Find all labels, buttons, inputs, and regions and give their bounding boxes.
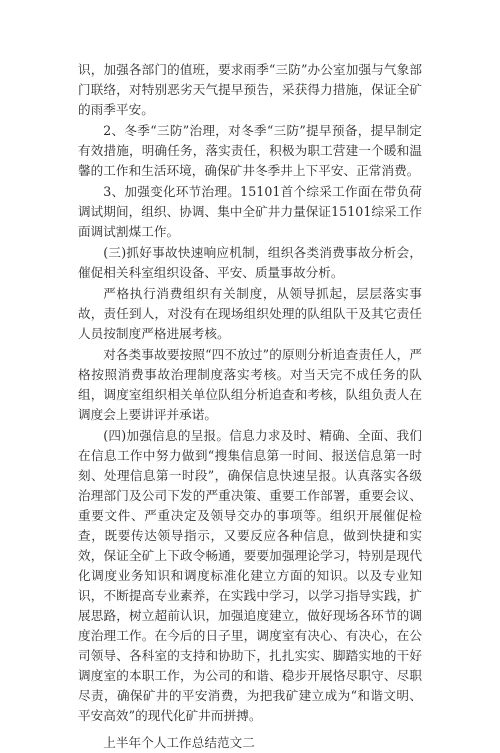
- paragraph-5: 严格执行消费组织有关制度，从领导抓起，层层落实事故，责任到人，对没有在现场组织处理的队组队干及其它责任人员按制度严格进展考核。: [78, 286, 422, 341]
- paragraph-2: 2、冬季“三防”治理，对冬季“三防”提早预备，提早制定有效措施，明确任务，落实责任，积极为职工营建一个暖和温馨的工作和生活环境，确保矿井冬季井上下平安、正常消费。: [78, 123, 422, 178]
- paragraph-6: 对各类事故要按照“四不放过”的原则分析追查责任人，严格按照消费事故治理制度落实考核。对当天完不成任务的队组，调度室组织相关单位队组分析追查和考核，队组负责人在调度会上要讲评并承诺。: [78, 347, 422, 422]
- section-heading: 上半年个人工作总结范文二: [103, 735, 255, 750]
- paragraph-3: 3、加强变化环节治理。15101首个综采工作面在带负荷调试期间，组织、协调、集中全矿井力量保证15101综采工作面调试割煤工作。: [78, 184, 422, 239]
- paragraph-4: (三)抓好事故快速响应机制，组织各类消费事故分析会，催促相关科室组织设备、平安、质量事故分析。: [78, 245, 422, 280]
- paragraph-1: 识，加强各部门的值班，要求雨季“三防”办公室加强与气象部门联络，对特别恶劣天气提早预告，采获得力措施，保证全矿的雨季平安。: [78, 62, 422, 117]
- paragraph-7: (四)加强信息的呈报。信息力求及时、精确、全面、我们在信息工作中努力做到“搜集信息第一时间、报送信息第一时刻、处理信息第一时段”，确保信息快速呈报。认真落实各级治理部门及公司下发的严重决策、重要工作部署，重要会议、重要文件、严重决定及领导交办的事项等。组织开展催促检查，既要传达领导指示，又要反应各种信息，做到快捷和实效，保证全矿上下政令畅通，要要加强理论学习，特别是现代化调度业务知识和调度标准化建立方面的知识。以及专业知识，不断提高专业素养，在实践中学习，以学习指导实践，扩展思路，树立超前认识，加强追度建立，做好现场各环节的调度治理工作。在今后的日子里，调度室有决心、有决心，在公司领导、各科室的支持和协助下，扎扎实实、脚踏实地的干好调度室的本职工作，为公司的和谐、稳步开展恪尽职守、尽职尽责，确保矿井的平安消费，为把我矿建立成为“和谐文明、平安高效”的现代化矿井而拼搏。: [78, 428, 422, 723]
